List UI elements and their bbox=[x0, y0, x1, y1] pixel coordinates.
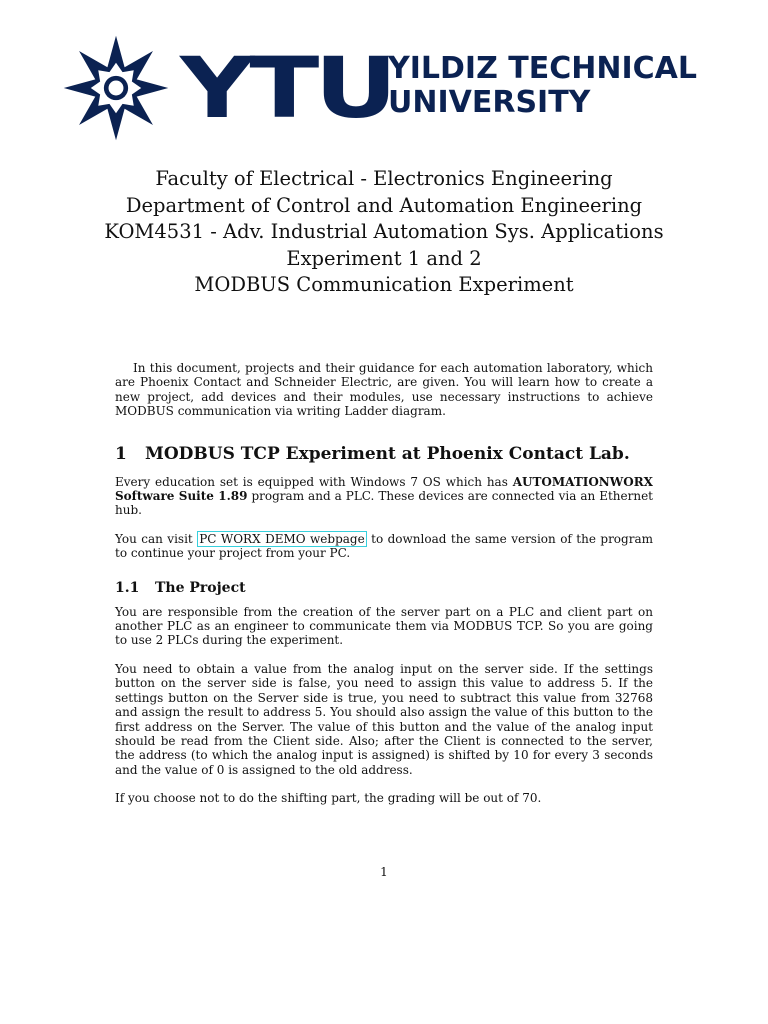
abstract-paragraph: In this document, projects and their guidance for each automation laboratory, which are Phoenix Contact and Schneider Electric, are given. You will learn how to create a new project, add devices and their modules, use necessary instructions to achieve MODBUS communication via writing Ladder diagram. bbox=[115, 361, 653, 419]
logo-initials: YTU bbox=[180, 39, 393, 137]
text-span: to download the same version of the program to continue your project from your PC. bbox=[115, 531, 653, 561]
pc-worx-demo-link[interactable]: PC WORX DEMO webpage bbox=[199, 531, 365, 546]
university-name-line2: UNIVERSITY bbox=[388, 85, 591, 120]
page-number: 1 bbox=[380, 865, 388, 879]
title-faculty: Faculty of Electrical - Electronics Engineering bbox=[155, 167, 613, 190]
project-paragraph-1: You are responsible from the creation of the server part on a PLC and client part on another PLC as an engineer to communicate them via MODBUS TCP. So you are going to use 2 PLCs during the experiment. bbox=[115, 604, 653, 648]
university-name bbox=[388, 52, 697, 120]
title-course: KOM4531 - Adv. Industrial Automation Sys. Applications bbox=[104, 220, 664, 243]
section-paragraph-2 bbox=[115, 532, 653, 561]
star-emblem-icon bbox=[60, 32, 172, 144]
subsection-title: The Project bbox=[155, 579, 246, 596]
project-paragraph-3: If you choose not to do the shifting part, the grading will be out of 70. bbox=[115, 791, 542, 806]
university-logo bbox=[60, 28, 720, 148]
section-number: 1 bbox=[115, 443, 127, 464]
text-span: You can visit bbox=[115, 531, 198, 546]
document-title bbox=[100, 166, 668, 299]
subsection-heading bbox=[115, 579, 653, 597]
section-heading bbox=[115, 443, 653, 465]
university-name-line1: YILDIZ TECHNICAL bbox=[388, 51, 697, 86]
project-paragraph-2: You need to obtain a value from the analog input on the server side. If the settings button on the server side is false, you need to assign this value to address 5. If the settings button on the Server side is true, you need to subtract this value from 32768 and assign the result to address 5. You should also assign the value of this button to the first address on the Server. The value of this button and the value of the analog input should be read from the Client side. Also; after the Client is connected to the server, the address (to which the analog input is assigned) is shifted by 10 for every 3 seconds and the value of 0 is assigned to the old address. bbox=[115, 661, 653, 777]
subsection-number: 1.1 bbox=[115, 579, 140, 596]
title-department: Department of Control and Automation Engineering bbox=[125, 193, 643, 217]
text-span: Every education set is equipped with Windows 7 OS which has bbox=[115, 474, 513, 489]
software-name: AUTOMATIONWORX Software Suite 1.89 bbox=[115, 474, 653, 504]
title-experiment: Experiment 1 and 2 bbox=[286, 246, 482, 270]
text-span: program and a PLC. These devices are connected via an Ethernet hub. bbox=[115, 489, 653, 518]
title-subject: MODBUS Communication Experiment bbox=[194, 273, 574, 296]
section-title: MODBUS TCP Experiment at Phoenix Contact Lab. bbox=[145, 443, 630, 464]
section-paragraph-1 bbox=[115, 475, 653, 518]
document-body bbox=[115, 361, 653, 806]
